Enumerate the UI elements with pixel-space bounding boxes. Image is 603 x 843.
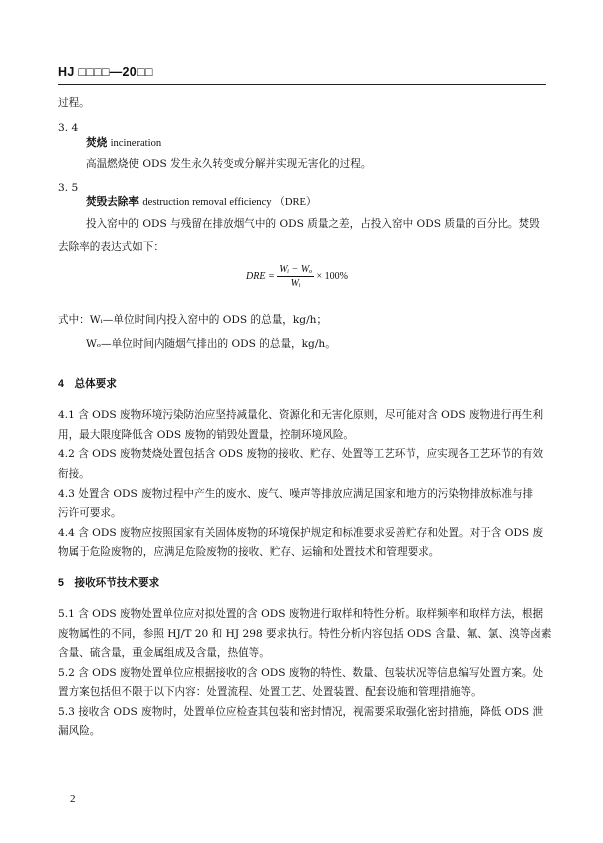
formula-denominator: Wᵢ [290,278,301,289]
clause-3-5-term-en: destruction removal efficiency （DRE） [142,197,317,208]
para-5-1-line2: 废物属性的不同，参照 HJ/T 20 和 HJ 298 要求执行。特性分析内容包括 ODS 含量、氟、氯、溴等卤素 [58,628,552,640]
clause-3-4-term-en: incineration [110,138,162,149]
clause-3-5-number: 3. 5 [58,182,79,194]
clause-3-5-definition-line1: 投入窑中的 ODS 与残留在排放烟气中的 ODS 质量之差，占投入窑中 ODS 质量的百分比。焚毁 [86,218,540,230]
header-rule [58,84,546,85]
para-4-4-line1: 4.4 含 ODS 废物应按照国家有关固体废物的环境保护规定和标准要求妥善贮存和处置。对于含 ODS 废 [58,527,544,539]
clause-3-4-number: 3. 4 [58,122,79,134]
para-5-3-line1: 5.3 接收含 ODS 废物时，处置单位应检查其包装和密封情况，视需要采取强化密封措施，降低 ODS 泄 [58,706,544,718]
section-5-heading: 5 接收环节技术要求 [58,577,160,589]
page-number: 2 [70,793,76,805]
para-5-1-line1: 5.1 含 ODS 废物处置单位应对拟处置的含 ODS 废物进行取样和特性分析。取样频率和取样方法，根据 [58,608,544,620]
standard-number-header: HJ □□□□—20□□ [58,65,153,79]
para-5-1-line3: 含量、硫含量，重金属组成及含量，热值等。 [58,647,270,659]
formula-lhs: DRE = [246,270,275,282]
formula-fraction [277,264,314,289]
formula-numerator: Wᵢ − Wₒ [279,264,313,275]
para-5-2-line2: 置方案包括但不限于以下内容：处置流程、处置工艺、处置装置、配套设施和管理措施等。 [58,686,482,698]
para-5-3-line2: 漏风险。 [58,725,101,737]
continued-text: 过程。 [58,97,90,109]
clause-3-5-term-line [86,195,317,210]
dre-formula [246,264,348,289]
para-4-2-line2: 衔接。 [58,468,90,480]
para-4-3-line1: 4.3 处置含 ODS 废物过程中产生的废水、废气、噪声等排放应满足国家和地方的污染物排放标准与排 [58,488,534,500]
where-line-2: Wₒ—单位时间内随烟气排出的 ODS 的总量，kg/h。 [86,338,336,350]
para-4-3-line2: 污许可要求。 [58,507,122,519]
clause-3-5-definition-line2: 去除率的表达式如下： [58,241,164,253]
clause-3-4-term: 焚烧 [86,137,108,149]
clause-3-4-definition: 高温燃烧使 ODS 发生永久转变或分解并实现无害化的过程。 [86,158,372,170]
para-4-2-line1: 4.2 含 ODS 废物焚烧处置包括含 ODS 废物的接收、贮存、处置等工艺环节，应实现各工艺环节的有效 [58,448,544,460]
section-4-heading: 4 总体要求 [58,378,117,390]
where-line-1: 式中：Wᵢ—单位时间内投入窑中的 ODS 的总量，kg/h； [58,314,328,326]
para-4-1-line2: 用，最大限度降低含 ODS 废物的销毁处置量，控制环境风险。 [58,429,355,441]
formula-rhs: × 100% [316,270,349,282]
clause-3-4-term-line [86,136,161,151]
para-5-2-line1: 5.2 含 ODS 废物处置单位应根据接收的含 ODS 废物的特性、数量、包装状况等信息编写处置方案。处 [58,667,544,679]
para-4-1-line1: 4.1 含 ODS 废物环境污染防治应坚持减量化、资源化和无害化原则，尽可能对含 ODS 废物进行再生利 [58,409,544,421]
para-4-4-line2: 物属于危险废物的，应满足危险废物的接收、贮存、运输和处置技术和管理要求。 [58,546,440,558]
clause-3-5-term: 焚毁去除率 [86,196,139,208]
